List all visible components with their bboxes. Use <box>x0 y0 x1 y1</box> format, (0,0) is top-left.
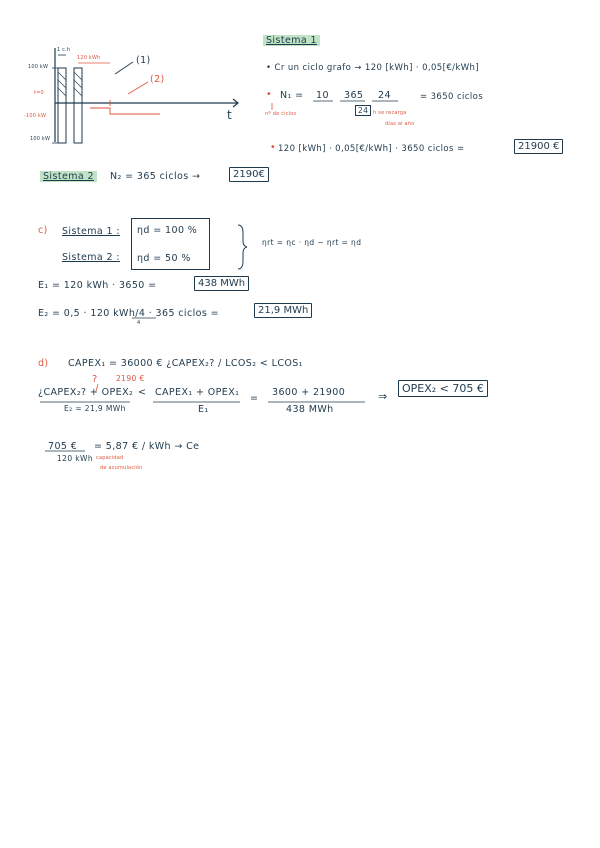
part-d-final-note2: de acumulación <box>100 465 143 471</box>
sistema1-note-days: días al año <box>385 121 415 127</box>
sistema1-line3-bullet: • <box>270 142 277 153</box>
sistema2-line: N₂ = 365 ciclos → <box>110 171 201 182</box>
sistema1-n1-c: 24 <box>378 90 391 101</box>
part-c-e2-result: 21,9 MWh <box>254 303 312 318</box>
sistema2-result-box: 2190€ <box>229 167 269 182</box>
sistema1-n1-a: 10 <box>316 90 329 101</box>
part-d-red-note: 2190 € <box>116 374 145 383</box>
graph-label-neg: -100 kW <box>24 113 47 119</box>
part-c-sistema1: Sistema 1 : <box>62 226 120 237</box>
part-c-eff1: ηd = 100 % <box>137 225 198 236</box>
graph-label-zero: t=0 <box>34 90 44 96</box>
arrow-1-icon <box>115 62 133 74</box>
graph-label-1: (1) <box>136 55 151 66</box>
part-d-result-box: OPEX₂ < 705 € <box>398 380 488 397</box>
graph-label-top-left: 1 c.h <box>57 47 71 53</box>
bar-discharge-2 <box>74 103 82 143</box>
graph-label-top-mid: 120 kWh <box>77 55 101 61</box>
part-d-lhs-num: ¿CAPEX₂? + OPEX₂ <box>38 387 134 398</box>
part-c-e1-line: E₁ = 120 kWh · 3650 = <box>38 280 157 291</box>
graph-label-bottom: 100 kW <box>30 136 51 142</box>
sistema1-n1-label: N₁ = <box>280 90 304 101</box>
sistema1-note-24: 24 <box>355 105 371 116</box>
part-d-q-mark: ? <box>92 374 98 385</box>
profile-line-2 <box>90 108 160 114</box>
sistema2-title: Sistema 2 <box>40 171 97 182</box>
part-d-val-den: 438 MWh <box>286 404 334 415</box>
graph-label-soc-top: 100 kW <box>28 64 49 70</box>
sistema1-n1-bullet: • <box>266 89 273 100</box>
part-d-final-eq: = 5,87 € / kWh → Ce <box>94 441 200 452</box>
part-c-brace-formula: ηrt = ηc · ηd ~ ηrt = ηd <box>262 238 362 247</box>
sistema1-result-box: 21900 € <box>514 139 563 154</box>
sistema1-title: Sistema 1 <box>263 35 320 46</box>
part-c-e2-den: 4 <box>137 320 141 326</box>
brace-icon <box>238 225 247 269</box>
graph-label-t: t <box>227 108 233 122</box>
part-d-lt: < <box>138 387 147 398</box>
bar-discharge-1 <box>58 103 66 143</box>
part-d-arrow: ⇒ <box>378 390 388 403</box>
sistema1-line3: 120 [kWh] · 0,05[€/kWh] · 3650 ciclos = <box>278 144 465 154</box>
arrow-2-icon <box>128 82 148 94</box>
sistema1-n1-result: = 3650 ciclos <box>420 92 484 102</box>
part-d-final-den: 120 kWh <box>57 454 94 463</box>
part-d-lhs-den: E₂ = 21,9 MWh <box>64 404 126 413</box>
part-c-e1-result: 438 MWh <box>194 276 249 291</box>
sistema1-n1-b: 365 <box>344 90 364 101</box>
part-c-sistema2: Sistema 2 : <box>62 252 120 263</box>
part-c-eff2: ηd = 50 % <box>137 253 191 264</box>
part-c-e2-line: E₂ = 0,5 · 120 kWh/4 · 365 ciclos = <box>38 308 219 319</box>
graph-label-2: (2) <box>150 74 165 85</box>
part-d-val-num: 3600 + 21900 <box>272 387 346 398</box>
sistema1-line1: • Cr un ciclo grafo → 120 [kWh] · 0,05[€/kWh] <box>266 63 480 73</box>
part-d-label: d) <box>38 358 49 369</box>
part-d-rhs-num: CAPEX₁ + OPEX₁ <box>155 387 240 398</box>
part-d-capex-line: CAPEX₁ = 36000 € ¿CAPEX₂? / LCOS₂ < LCOS₁ <box>68 358 303 369</box>
part-d-final-num: 705 € <box>48 441 78 452</box>
part-c-label: c) <box>38 225 48 236</box>
part-d-final-note1: capacidad <box>96 455 124 461</box>
sistema1-note-hours: h se recarga <box>373 110 407 116</box>
part-d-eq: = <box>250 393 259 404</box>
sistema1-note-arrow: nº de ciclos <box>265 111 297 117</box>
part-d-rhs-den: E₁ <box>198 404 209 415</box>
